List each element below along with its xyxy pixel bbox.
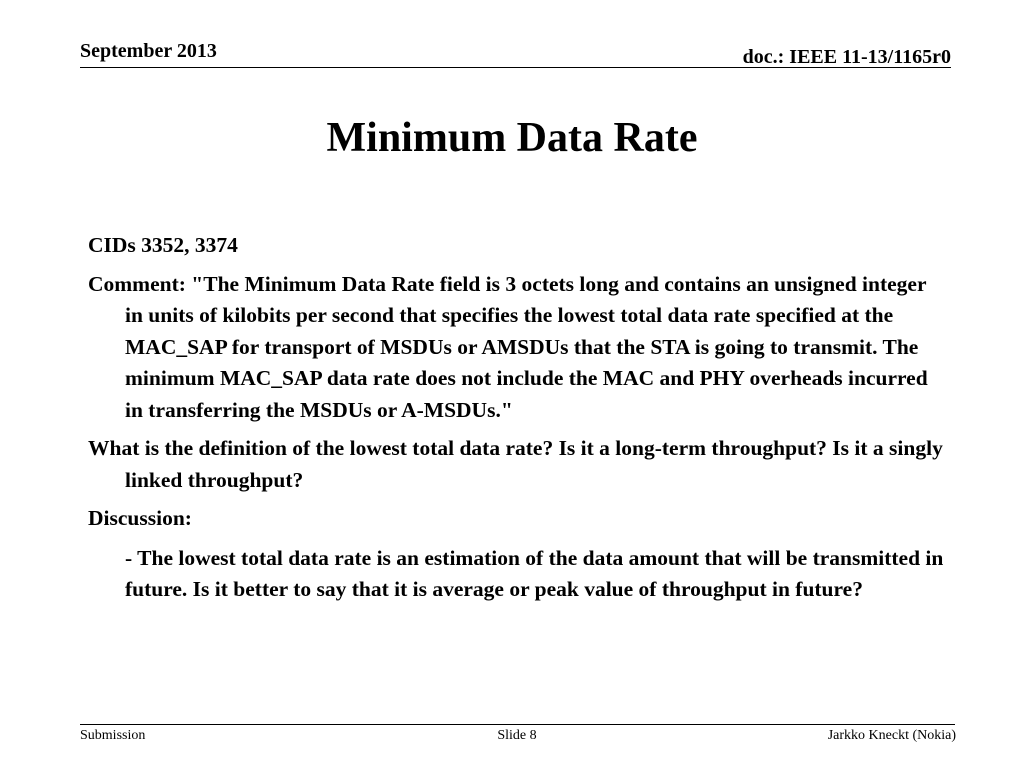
header-divider [80,67,951,68]
discussion-point: - The lowest total data rate is an estimation of the data amount that will be transmitted in future. Is it better to say that it is average or peak value of throughput in future? [125,545,944,601]
slide-body [88,230,948,606]
header-date: September 2013 [80,40,217,62]
footer-submission: Submission [80,728,146,743]
comment-paragraph: Comment: "The Minimum Data Rate field is 3 octets long and contains an unsigned integer in units of kilobits per second that specifies the lowest total data rate specified at the MAC_SAP for transport of MSDUs or AMSDUs that the STA is going to transmit. The minimum MAC_SAP data rate does not include the MAC and PHY overheads incurred in transferring the MSDUs or A-MSDUs." [88,271,928,422]
header-doc-id: doc.: IEEE 11-13/1165r0 [742,46,951,68]
footer-slide-number: Slide 8 [497,728,537,743]
discussion-label: Discussion: [88,506,192,530]
slide-title: Minimum Data Rate [326,115,698,161]
footer-author: Jarkko Kneckt (Nokia) [827,728,956,743]
cids-paragraph: CIDs 3352, 3374 [88,233,238,257]
question-paragraph: What is the definition of the lowest total data rate? Is it a long-term throughput? Is it a singly linked throughput? [88,436,943,492]
footer-divider [80,724,955,725]
